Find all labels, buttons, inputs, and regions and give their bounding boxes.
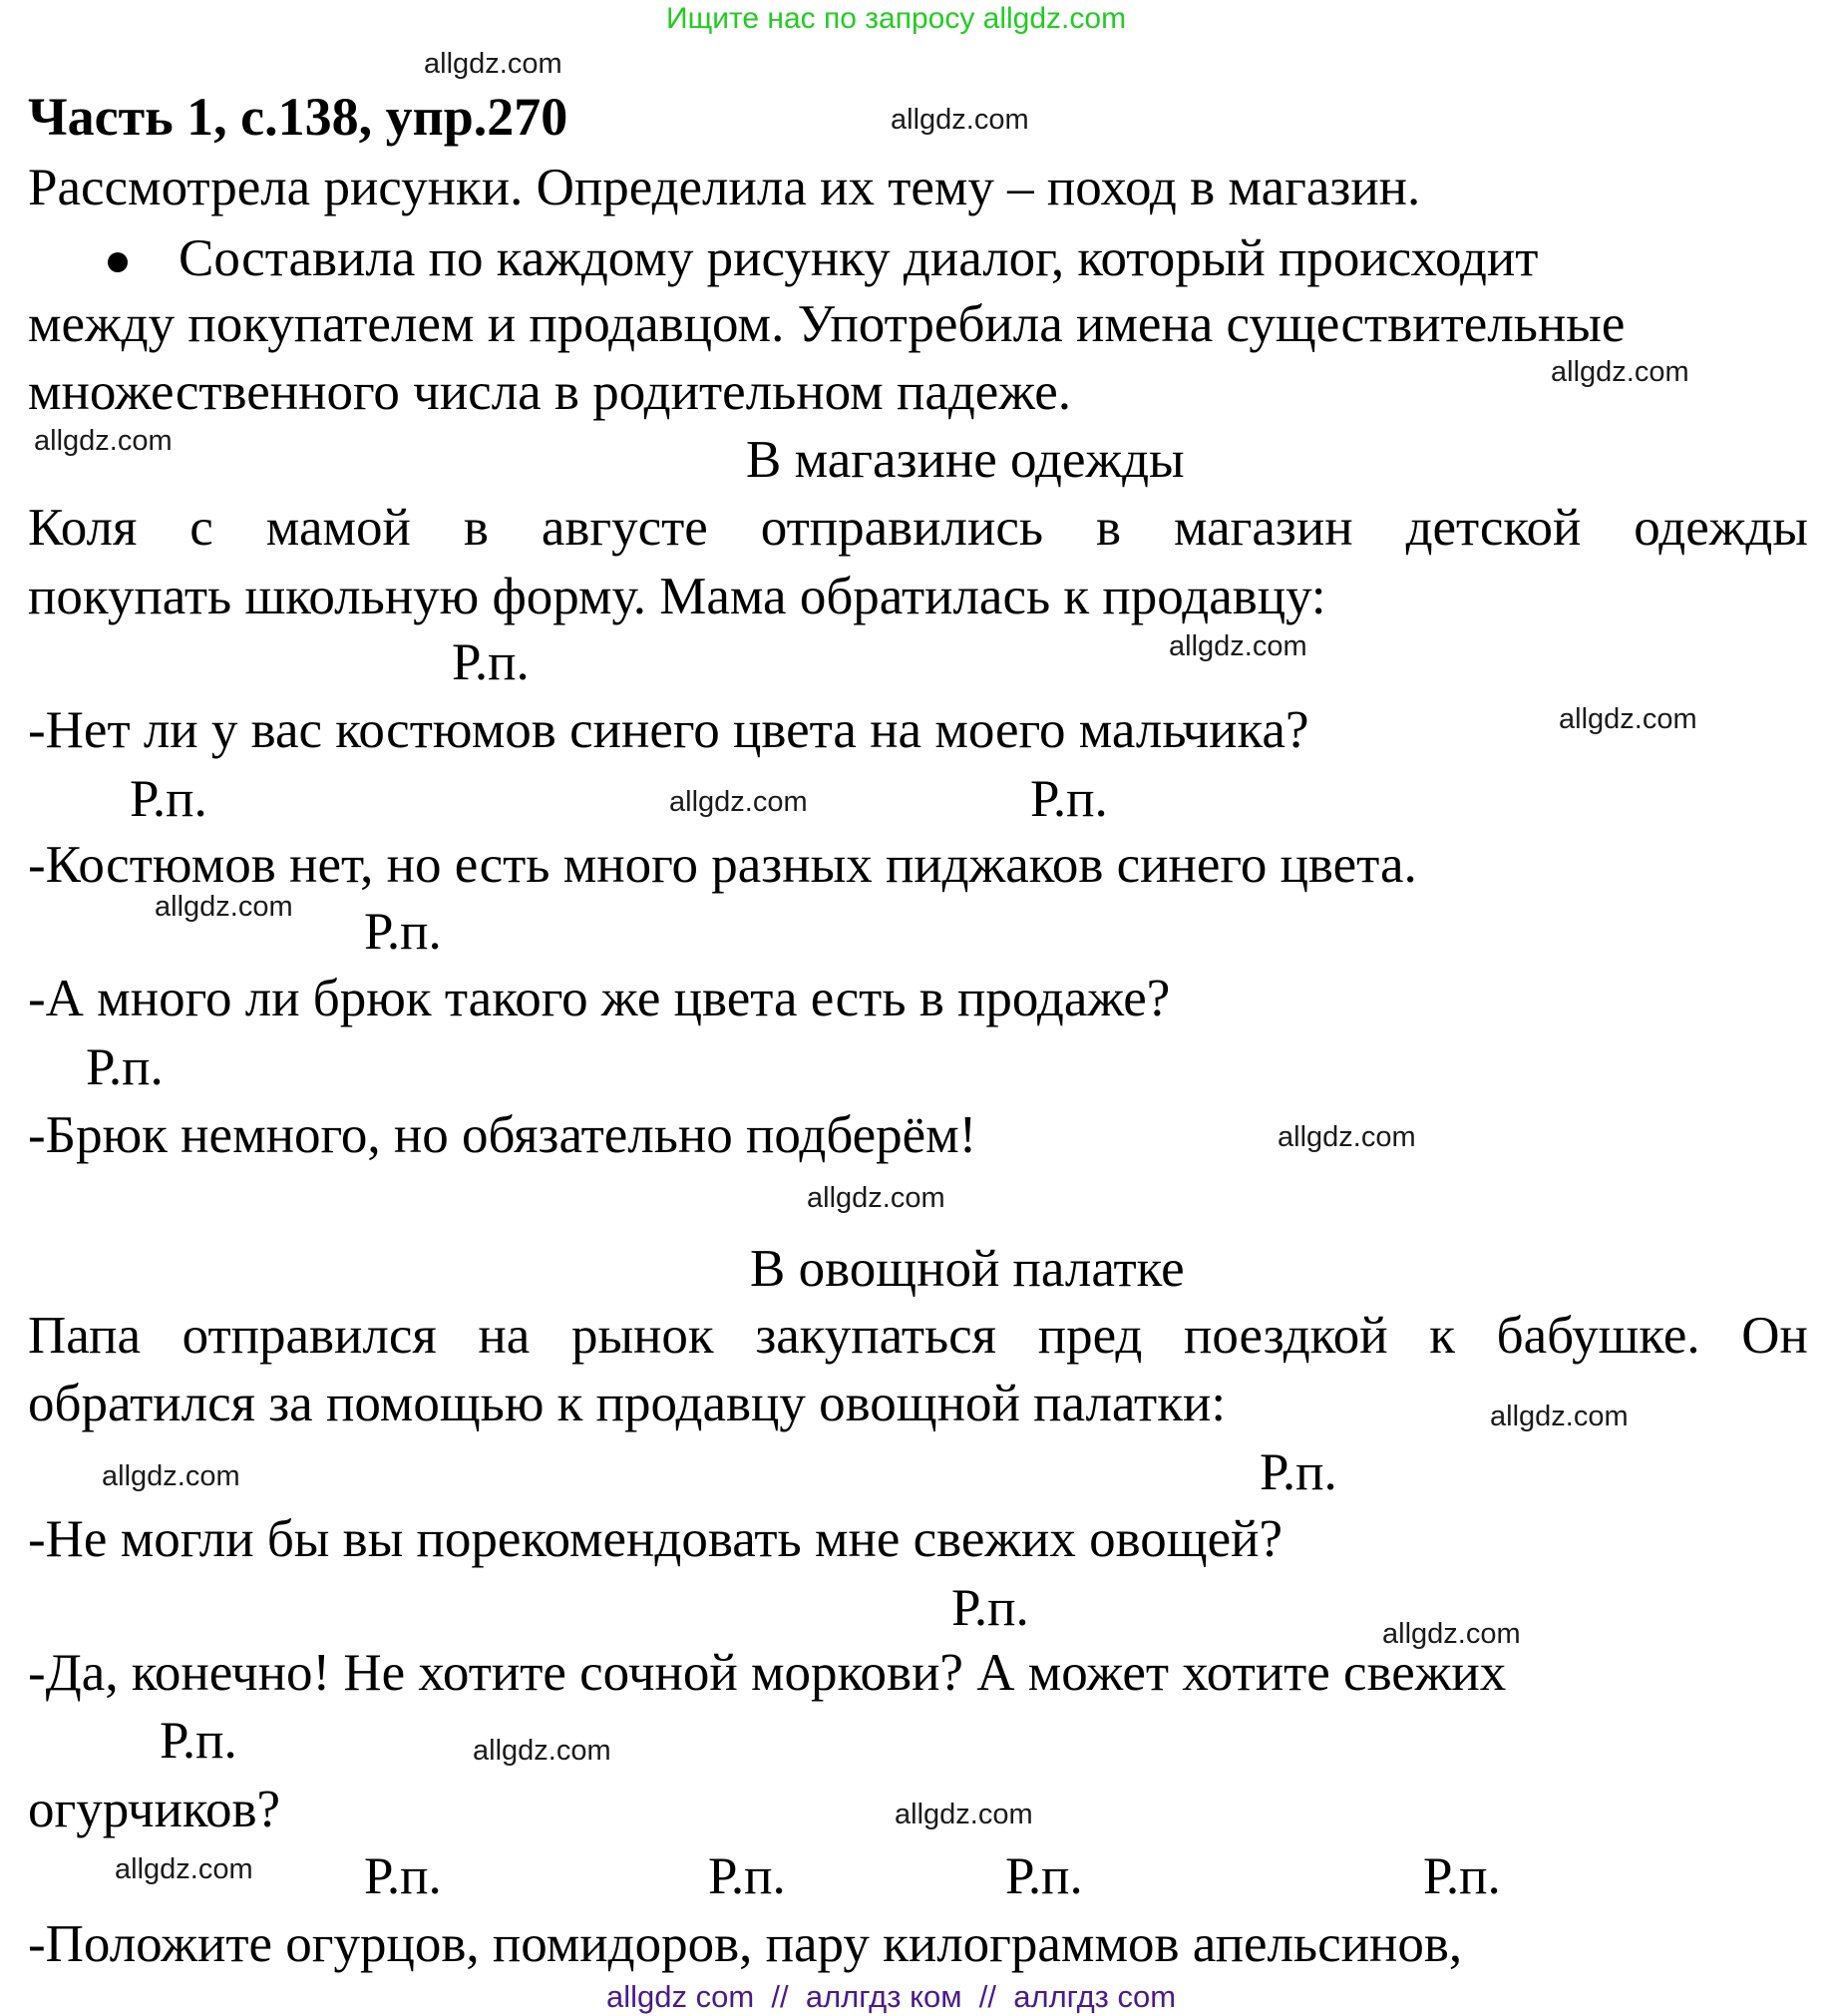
watermark: allgdz.com	[807, 1182, 945, 1214]
word: Коля	[28, 499, 138, 557]
word: мамой	[265, 499, 411, 557]
bullet-line-3: множественного числа в родительном падеже.	[28, 363, 1072, 421]
case-label: Р.п.	[1030, 770, 1108, 828]
dialog-line: -Положите огурцов, помидоров, пару килограммов апельсинов,	[28, 1915, 1463, 1973]
watermark: allgdz.com	[115, 1853, 253, 1885]
word: отправился	[182, 1307, 437, 1365]
word: магазин	[1173, 499, 1353, 557]
bullet-icon	[108, 252, 128, 276]
case-label: Р.п.	[160, 1712, 237, 1770]
dialog-line: -Брюк немного, но обязательно подберём!	[28, 1106, 977, 1164]
case-label: Р.п.	[1005, 1847, 1083, 1905]
word: в	[463, 499, 489, 557]
word: закупаться	[755, 1307, 997, 1365]
case-label: Р.п.	[364, 1847, 442, 1905]
watermark: allgdz.com	[424, 48, 562, 80]
watermark: allgdz.com	[1169, 630, 1307, 662]
dialog-line: -Да, конечно! Не хотите сочной моркови? А может хотите свежих	[28, 1644, 1507, 1702]
intro-text: Рассмотрела рисунки. Определила их тему – поход в магазин.	[28, 159, 1421, 216]
word: детской	[1405, 499, 1582, 557]
word: пред	[1037, 1307, 1143, 1365]
case-label: Р.п.	[1423, 1847, 1501, 1905]
watermark: allgdz.com	[1490, 1401, 1629, 1432]
word: бабушке.	[1496, 1307, 1700, 1365]
watermark: allgdz.com	[1382, 1618, 1521, 1650]
footer-watermark: allgdz com // аллгдз ком // аллгдз com	[606, 1979, 1177, 2014]
watermark: allgdz.com	[891, 104, 1029, 136]
section1-narrative-line-1	[28, 499, 1808, 557]
dialog-line: огурчиков?	[28, 1781, 281, 1838]
word: Он	[1741, 1307, 1808, 1365]
word: рынок	[570, 1307, 714, 1365]
section1-narrative-line-2: покупать школьную форму. Мама обратилась к продавцу:	[28, 568, 1326, 625]
case-label: Р.п.	[130, 770, 207, 828]
word: августе	[541, 499, 708, 557]
watermark: allgdz.com	[155, 891, 293, 923]
dialog-line: -Не могли бы вы порекомендовать мне свежих овощей?	[28, 1510, 1283, 1568]
watermark: allgdz.com	[102, 1460, 240, 1492]
section-heading-vegetables: В овощной палатке	[750, 1240, 1185, 1298]
section2-narrative-line-2: обратился за помощью к продавцу овощной палатки:	[28, 1375, 1227, 1432]
word: отправились	[760, 499, 1044, 557]
case-label: Р.п.	[86, 1038, 164, 1096]
page-title: Часть 1, с.138, упр.270	[28, 87, 568, 147]
word: поездкой	[1184, 1307, 1388, 1365]
dialog-line: -Костюмов нет, но есть много разных пиджаков синего цвета.	[28, 836, 1417, 894]
case-label: Р.п.	[1260, 1443, 1337, 1501]
word: одежды	[1634, 499, 1808, 557]
section2-narrative-line-1	[28, 1307, 1808, 1365]
case-label: Р.п.	[708, 1847, 786, 1905]
section-heading-clothing: В магазине одежды	[746, 431, 1185, 489]
bullet-line-1: Составила по каждому рисунку диалог, который происходит	[179, 229, 1539, 287]
watermark: allgdz.com	[473, 1735, 611, 1767]
case-label: Р.п.	[951, 1579, 1029, 1637]
watermark: allgdz.com	[34, 425, 173, 457]
word: с	[189, 499, 213, 557]
word: Папа	[28, 1307, 141, 1365]
dialog-line: -А много ли брюк такого же цвета есть в продаже?	[28, 970, 1171, 1027]
bullet-line-2: между покупателем и продавцом. Употребила имена существительные	[28, 295, 1626, 353]
case-label: Р.п.	[452, 633, 530, 691]
watermark: allgdz.com	[1559, 703, 1697, 735]
word: на	[478, 1307, 531, 1365]
watermark: allgdz.com	[895, 1799, 1033, 1830]
dialog-line: -Нет ли у вас костюмов синего цвета на моего мальчика?	[28, 701, 1309, 759]
word: в	[1095, 499, 1122, 557]
watermark: allgdz.com	[669, 786, 808, 818]
watermark: allgdz.com	[1278, 1121, 1416, 1153]
watermark: allgdz.com	[1551, 356, 1689, 388]
search-banner: Ищите нас по запросу allgdz.com	[666, 2, 1127, 35]
word: к	[1429, 1307, 1455, 1365]
case-label: Р.п.	[364, 903, 442, 961]
